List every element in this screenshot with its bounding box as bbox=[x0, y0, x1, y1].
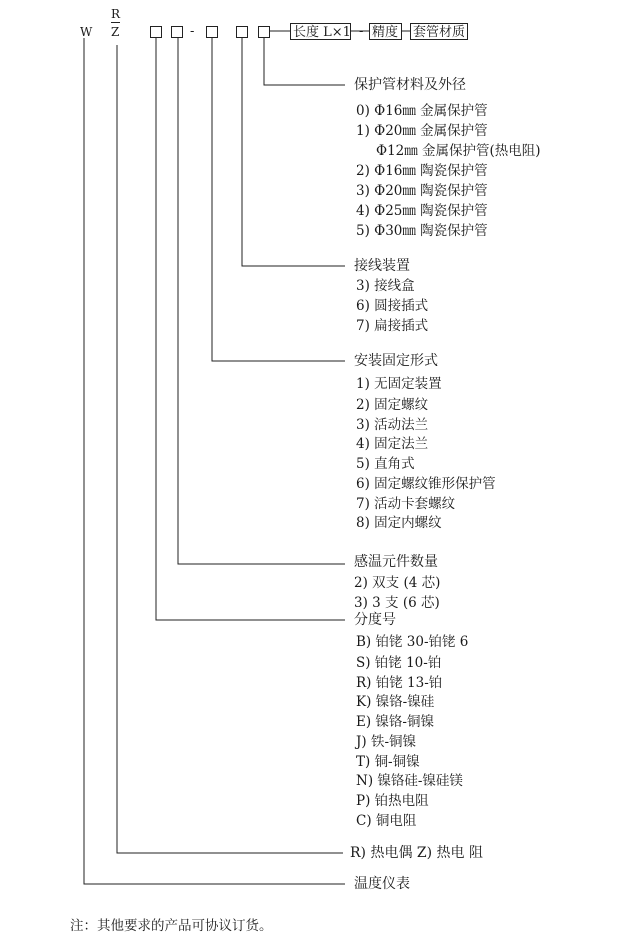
list-item: 3) 接线盒 bbox=[356, 278, 415, 294]
leader-grading bbox=[156, 38, 345, 620]
list-item: B) 铂铑 30-铂铑 6 bbox=[356, 634, 469, 650]
code-box-protect bbox=[258, 26, 270, 38]
list-item: 4) Φ25㎜ 陶瓷保护管 bbox=[356, 203, 488, 219]
heading-mount: 安装固定形式 bbox=[354, 353, 438, 369]
list-item: 2) 固定螺纹 bbox=[356, 397, 429, 413]
list-item: E) 镍铬-铜镍 bbox=[356, 714, 434, 730]
list-item: J) 铁-铜镍 bbox=[356, 734, 417, 750]
list-item: 7) 活动卡套螺纹 bbox=[356, 496, 456, 512]
list-item: 3) Φ20㎜ 陶瓷保护管 bbox=[356, 183, 488, 199]
code-r-overline bbox=[111, 22, 120, 23]
list-item: Φ12㎜ 金属保护管(热电阻) bbox=[376, 143, 541, 159]
list-item: 2) Φ16㎜ 陶瓷保护管 bbox=[356, 163, 488, 179]
heading-junction: 接线装置 bbox=[354, 258, 410, 274]
list-item: 5) Φ30㎜ 陶瓷保护管 bbox=[356, 223, 488, 239]
code-box-elements bbox=[171, 26, 183, 38]
list-item: 3) 活动法兰 bbox=[356, 417, 429, 433]
list-item: 2) 双支 (4 芯) bbox=[354, 575, 441, 591]
leader-instrument bbox=[84, 38, 345, 884]
list-item: 4) 固定法兰 bbox=[356, 436, 429, 452]
list-item: K) 镍铬-镍硅 bbox=[356, 694, 435, 710]
code-dash-2: - bbox=[359, 24, 364, 39]
list-item: 5) 直角式 bbox=[356, 456, 415, 472]
heading-instrument: 温度仪表 bbox=[354, 876, 410, 892]
leader-type bbox=[117, 45, 343, 853]
heading-protect: 保护管材料及外径 bbox=[354, 77, 466, 93]
leader-mount bbox=[212, 38, 345, 361]
heading-grading: 分度号 bbox=[354, 612, 396, 628]
list-item: 1) Φ20㎜ 金属保护管 bbox=[356, 123, 488, 139]
list-item: 8) 固定内螺纹 bbox=[356, 515, 442, 531]
list-item: N) 镍铬硅-镍硅镁 bbox=[356, 773, 463, 789]
length-box: 长度 L×1 bbox=[290, 23, 351, 40]
material-box: 套管材质 bbox=[410, 23, 468, 40]
leader-elements bbox=[178, 38, 345, 564]
code-z: Z bbox=[111, 25, 120, 39]
list-item: T) 铜-铜镍 bbox=[356, 754, 420, 770]
list-item: R) 铂铑 13-铂 bbox=[356, 675, 443, 691]
list-item: 0) Φ16㎜ 金属保护管 bbox=[356, 103, 488, 119]
list-item: 6) 固定螺纹锥形保护管 bbox=[356, 476, 496, 492]
list-item: P) 铂热电阻 bbox=[356, 793, 429, 809]
footnote: 注：其他要求的产品可协议订货。 bbox=[70, 918, 273, 934]
code-w: W bbox=[80, 25, 93, 39]
code-r: R bbox=[111, 7, 121, 21]
list-item: 7) 扁接插式 bbox=[356, 318, 429, 334]
code-box-grading bbox=[150, 26, 162, 38]
leader-protect bbox=[264, 38, 345, 85]
heading-type: R) 热电偶 Z) 热电 阻 bbox=[350, 845, 483, 861]
list-item: C) 铜电阻 bbox=[356, 813, 417, 829]
leader-junction bbox=[242, 38, 345, 266]
list-item: 3) 3 支 (6 芯) bbox=[354, 595, 440, 611]
precision-box: 精度 bbox=[369, 23, 402, 40]
list-item: 1) 无固定装置 bbox=[356, 376, 442, 392]
code-dash: - bbox=[190, 24, 195, 39]
list-item: S) 铂铑 10-铂 bbox=[356, 655, 442, 671]
heading-elements: 感温元件数量 bbox=[354, 554, 438, 570]
list-item: 6) 圆接插式 bbox=[356, 298, 429, 314]
code-box-junction bbox=[236, 26, 248, 38]
code-box-mount bbox=[206, 26, 218, 38]
